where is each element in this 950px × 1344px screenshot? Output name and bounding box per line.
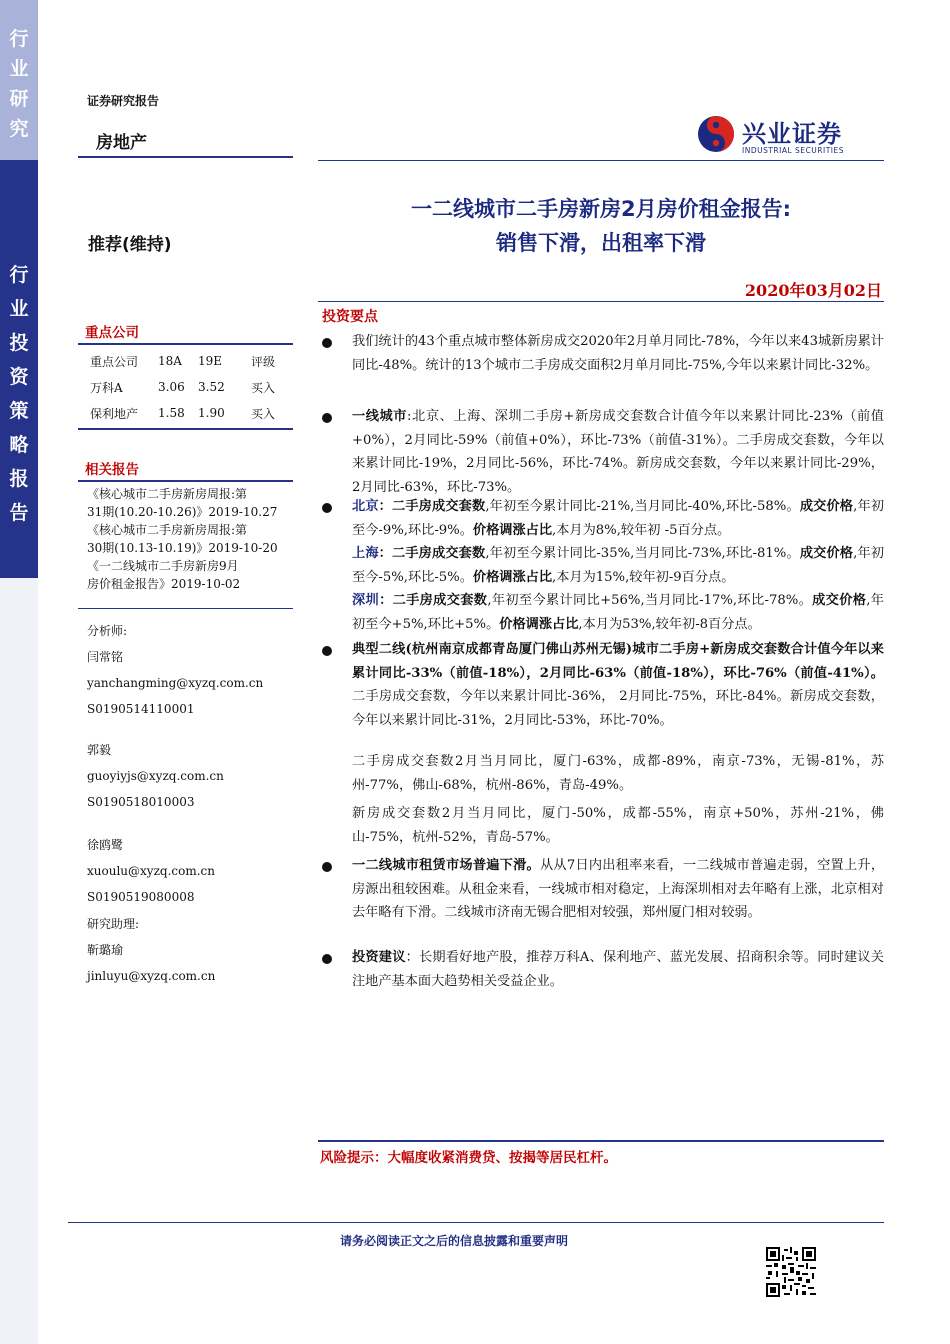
- table-header-row: [80, 348, 293, 374]
- paragraph-overview: 我们统计的43个重点城市整体新房成交2020年2月单月同比-78%，今年以来43城新房累计同比-48%。统计的13个城市二手房成交面积2月单月同比-75%,今年以来累计同比-32%。: [352, 334, 884, 373]
- table-header-cell: 重点公司: [90, 354, 139, 369]
- divider: [78, 156, 293, 158]
- table-cell: 万科A: [90, 380, 123, 395]
- paragraph-secondhand-by-city: 二手房成交套数2月当月同比，厦门-63%，成都-89%，南京-73%，无锡-81%，苏州-77%，佛山-68%，杭州-86%，青岛-49%。: [352, 754, 884, 793]
- rating: 推荐(维持): [88, 235, 172, 255]
- report-title-line1: 一二线城市二手房新房2月房价租金报告:: [410, 197, 791, 221]
- bullet-icon: [322, 338, 332, 348]
- analyst-label: 分析师:: [87, 624, 128, 638]
- bullet-icon: [322, 862, 332, 872]
- paragraph-tier2-cities: 典型二线(杭州南京成都青岛厦门佛山苏州无锡)城市二手房+新房成交套数合计值今年以来累计同比-33%（前值-18%），2月同比-63%（前值-18%），环比-76%（前值-41%）。二手房成交套数，今年以来累计同比-36%， 2月同比-75%，环比-84%。新房成交套数，今年以来累计同比-31%，2月同比-53%，环比-70%。: [352, 642, 884, 728]
- related-report-line: 《一二线城市二手房新房9月: [87, 559, 239, 573]
- analyst-email[interactable]: guoyiyjs@xyzq.com.cn: [87, 769, 224, 783]
- side-label-industry-research: 行 业 研 究: [9, 28, 29, 140]
- table-row: [80, 400, 293, 426]
- analyst-cert: S0190518010003: [87, 795, 195, 809]
- table-cell: 买入: [251, 380, 276, 395]
- analyst-cert: S0190514110001: [87, 702, 195, 716]
- paragraph-tier1-cities: 一线城市:北京、上海、深圳二手房+新房成交套数合计值今年以来累计同比-23%（前值+0%），2月同比-59%（前值+0%），环比-73%（前值-31%）。二手房成交套数，今年以来累计同比-19%，2月同比-56%，环比-74%。新房成交套数，今年以来累计同比-29%，2月同比-63%，环比-73%。: [352, 409, 884, 495]
- divider: [318, 160, 884, 161]
- logo-subtitle: INDUSTRIAL SECURITIES: [742, 146, 844, 155]
- table-cell: 1.90: [198, 406, 225, 420]
- industry-label: 房地产: [96, 133, 147, 153]
- report-date: 2020年03月02日: [744, 281, 882, 300]
- bullet-icon: [322, 503, 332, 513]
- related-report-line: 《核心城市二手房新房周报:第: [87, 523, 248, 537]
- report-title-line2: 销售下滑，出租率下滑: [496, 231, 706, 255]
- analyst-contact: [87, 618, 297, 722]
- table-row: [80, 374, 293, 400]
- divider: [78, 480, 293, 482]
- analyst-name: 徐鸥鹭: [87, 838, 124, 852]
- table-cell: 3.52: [198, 380, 225, 394]
- analyst-email[interactable]: yanchangming@xyzq.com.cn: [87, 676, 264, 690]
- divider: [78, 608, 293, 609]
- paragraph-investment-advice: 投资建议：长期看好地产股，推荐万科A、保利地产、蓝光发展、招商积余等。同时建议关注地产基本面大趋势相关受益企业。: [352, 950, 884, 989]
- paragraph-city-details: [352, 495, 884, 636]
- side-label-industry-strategy-report: 行 业 投 资 策 略 报 告: [9, 264, 29, 524]
- analyst-name: 闫常铭: [87, 650, 124, 664]
- related-report-line: 31期(10.20-10.26)》2019-10.27: [87, 505, 278, 519]
- divider: [78, 343, 293, 345]
- related-report-line: 房价租金报告》2019-10-02: [87, 577, 241, 591]
- footer-disclaimer: 请务必阅读正文之后的信息披露和重要声明: [340, 1234, 569, 1248]
- table-header-cell: 19E: [198, 354, 223, 368]
- bullet-icon: [322, 954, 332, 964]
- bullet-icon: [322, 646, 332, 656]
- divider: [78, 428, 293, 430]
- city-beijing: 北京：二手房成交套数,年初至今累计同比-21%,当月同比-40%,环比-58%。成交价格,年初至今-9%,环比-9%。价格调涨占比,本月为8%,较年初 -5百分点。: [352, 499, 885, 538]
- related-report-line: 30期(10.13-10.19)》2019-10-20: [87, 541, 278, 555]
- analyst-contact: [87, 737, 297, 815]
- divider: [318, 301, 884, 302]
- analyst-name: 郭毅: [87, 743, 112, 757]
- assistant-name: 靳璐瑜: [87, 943, 124, 957]
- key-companies-heading: 重点公司: [85, 325, 139, 341]
- table-header-cell: 评级: [251, 354, 276, 369]
- logo-name: 兴业证券: [742, 120, 842, 148]
- divider: [68, 1222, 884, 1223]
- assistant-email[interactable]: jinluyu@xyzq.com.cn: [87, 969, 216, 983]
- related-reports-heading: 相关报告: [85, 462, 139, 478]
- investment-points-heading: 投资要点: [322, 309, 378, 325]
- table-cell: 3.06: [158, 380, 185, 394]
- table-cell: 保利地产: [90, 406, 139, 421]
- paragraph-newhome-by-city: 新房成交套数2月当月同比，厦门-50%，成都-55%，南京+50%，苏州-21%，佛山-75%，杭州-52%，青岛-57%。: [352, 806, 884, 845]
- side-stripe-bottom: [0, 578, 38, 1344]
- analyst-email[interactable]: xuoulu@xyzq.com.cn: [87, 864, 215, 878]
- table-cell: 买入: [251, 406, 276, 421]
- analyst-cert: S0190519080008: [87, 890, 195, 904]
- assistant-contact: [87, 911, 297, 989]
- related-reports-list: [87, 485, 293, 593]
- divider: [318, 1140, 884, 1142]
- logo-mark-icon: [696, 114, 736, 154]
- analyst-contact: [87, 832, 297, 910]
- city-shanghai: 上海：二手房成交套数,年初至今累计同比-35%,当月同比-73%,环比-81%。成交价格,年初至今-5%,环比-5%。价格调涨占比,本月为15%,较年初-9百分点。: [352, 546, 885, 585]
- city-shenzhen: 深圳：二手房成交套数,年初至今累计同比+56%,当月同比-17%,环比-78%。成交价格,年初至今+5%,环比+5%。价格调涨占比,本月为53%,较年初-8百分点。: [352, 593, 884, 632]
- qr-code-icon: [766, 1247, 816, 1297]
- related-report-line: 《核心城市二手房新房周报:第: [87, 487, 248, 501]
- company-logo: [696, 112, 886, 158]
- table-cell: 1.58: [158, 406, 185, 420]
- assistant-label: 研究助理:: [87, 917, 140, 931]
- table-header-cell: 18A: [158, 354, 182, 368]
- key-companies-table: [80, 348, 293, 426]
- risk-warning: 风险提示：大幅度收紧消费贷、按揭等居民杠杆。: [320, 1150, 617, 1166]
- bullet-icon: [322, 413, 332, 423]
- paragraph-rental-market: 一二线城市租赁市场普遍下滑。从从7日内出租率来看，一二线城市普遍走弱，空置上升，房源出租较困难。从租金来看，一线城市相对稳定，上海深圳相对去年略有上涨，北京相对去年略有下滑。二线城市济南无锡合肥相对较强，郑州厦门相对较弱。: [352, 858, 885, 920]
- report-type: 证券研究报告: [87, 94, 160, 108]
